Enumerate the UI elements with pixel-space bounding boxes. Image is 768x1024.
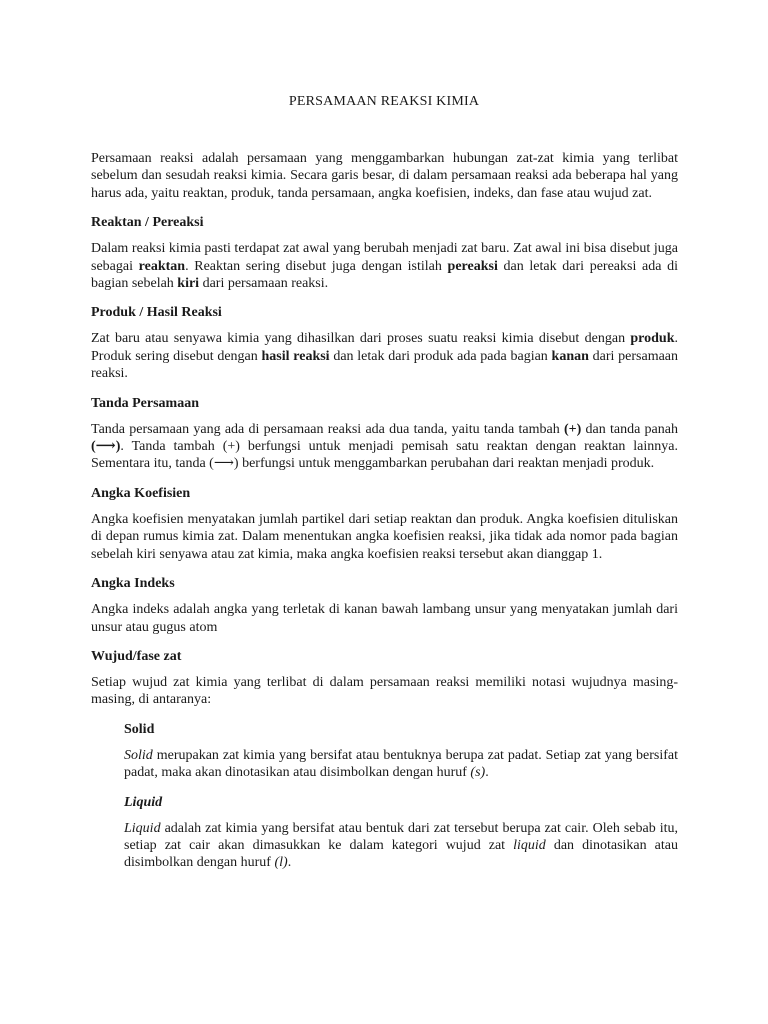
document-body — [91, 150, 678, 872]
heading-angka-indeks: Angka Indeks — [91, 576, 175, 592]
paragraph-angka-indeks: Angka indeks adalah angka yang terletak di kanan bawah lambang unsur yang menyatakan jumlah dari unsur atau gugus atom — [91, 602, 678, 635]
paragraph-wujud-fase: Setiap wujud zat kimia yang terlibat di dalam persamaan reaksi memiliki notasi wujudnya masing-masing, di antaranya: — [91, 674, 678, 708]
bold-term: pereaksi — [447, 258, 498, 274]
heading-wujud-fase: Wujud/fase zat — [91, 648, 182, 664]
text-run: Zat baru atau senyawa kimia yang dihasilkan dari proses suatu reaksi kimia disebut dengan — [91, 331, 631, 347]
text-run: Tanda persamaan yang ada di persamaan reaksi ada dua tanda, yaitu tanda tambah — [91, 421, 564, 437]
italic-term: (l) — [274, 855, 288, 871]
text-run: . — [287, 855, 292, 871]
heading-produk: Produk / Hasil Reaksi — [91, 305, 222, 321]
heading-solid: Solid — [124, 721, 155, 737]
italic-term: Liquid — [124, 820, 161, 836]
italic-term: liquid — [513, 837, 546, 853]
text-run: Dalam reaksi kimia pasti terdapat zat awal yang berubah menjadi zat baru. Zat awal ini bisa disebut juga sebagai — [91, 241, 678, 274]
text-run: . Tanda tambah (+) berfungsi untuk menjadi pemisah satu reaktan dengan reaktan lainnya. Sementara itu, tanda (⟶) berfungsi untuk menggambarkan perubahan dari reaktan menjadi produk. — [91, 439, 678, 472]
paragraph-solid — [124, 747, 678, 782]
text-run: dan dinotasikan atau disimbolkan dengan huruf — [124, 837, 678, 871]
text-run: merupakan zat kimia yang bersifat atau bentuknya berupa zat padat. Setiap zat yang bersifat padat, maka akan dinotasikan atau disimbolkan dengan huruf — [124, 747, 678, 781]
heading-angka-koefisien: Angka Koefisien — [91, 485, 191, 501]
heading-tanda-persamaan: Tanda Persamaan — [91, 395, 200, 411]
bold-term: produk — [630, 331, 675, 347]
page-title: PERSAMAAN REAKSI KIMIA — [288, 94, 480, 109]
subsection-solid — [91, 721, 678, 782]
paragraph-produk — [91, 330, 678, 382]
bold-term: (+) — [563, 421, 582, 437]
bold-term: reaktan — [138, 258, 186, 274]
text-run: . — [485, 765, 489, 781]
text-run: . Reaktan sering disebut juga dengan istilah — [185, 258, 448, 274]
italic-term: (s) — [470, 765, 486, 781]
text-run: dari persamaan reaksi. — [199, 276, 329, 292]
paragraph-tanda-persamaan — [91, 421, 678, 473]
text-run: dan letak dari pereaksi ada di bagian sebelah — [91, 258, 678, 292]
text-run: dari persamaan reaksi. — [91, 348, 679, 382]
heading-liquid: Liquid — [124, 794, 163, 810]
text-run: dan tanda panah — [581, 421, 678, 437]
bold-term: kanan — [551, 348, 589, 364]
paragraph-liquid — [124, 820, 678, 872]
paragraph-reaktan — [91, 240, 678, 292]
bold-term: kiri — [177, 276, 200, 292]
paragraph-angka-koefisien: Angka koefisien menyatakan jumlah partikel dari setiap reaktan dan produk. Angka koefisien dituliskan di depan rumus kimia zat. Dalam menentukan angka koefisien reaksi, jika tidak ada nomor pada bagian sebelah kiri senyawa atau zat kimia, maka angka koefisien reaksi tersebut akan dianggap 1. — [91, 511, 678, 562]
bold-term: (⟶) — [91, 439, 121, 455]
text-run: adalah zat kimia yang bersifat atau bentuk dari zat tersebut berupa zat cair. Oleh sebab itu, setiap zat cair akan dimasukkan ke dalam kategori wujud zat — [124, 820, 678, 853]
subsection-liquid — [91, 794, 678, 872]
intro-paragraph: Persamaan reaksi adalah persamaan yang menggambarkan hubungan zat-zat kimia yang terlibat sebelum dan sesudah reaksi kimia. Secara garis besar, di dalam persamaan reaksi ada beberapa hal yang harus ada, yaitu reaktan, produk, tanda persamaan, angka koefisien, indeks, dan fase atau wujud zat. — [91, 151, 678, 201]
italic-term: Solid — [124, 747, 153, 763]
bold-term: hasil reaksi — [261, 348, 330, 364]
text-run: dan letak dari produk ada pada bagian — [329, 348, 552, 364]
text-run: . Produk sering disebut dengan — [91, 331, 678, 364]
heading-reaktan: Reaktan / Pereaksi — [91, 215, 204, 231]
